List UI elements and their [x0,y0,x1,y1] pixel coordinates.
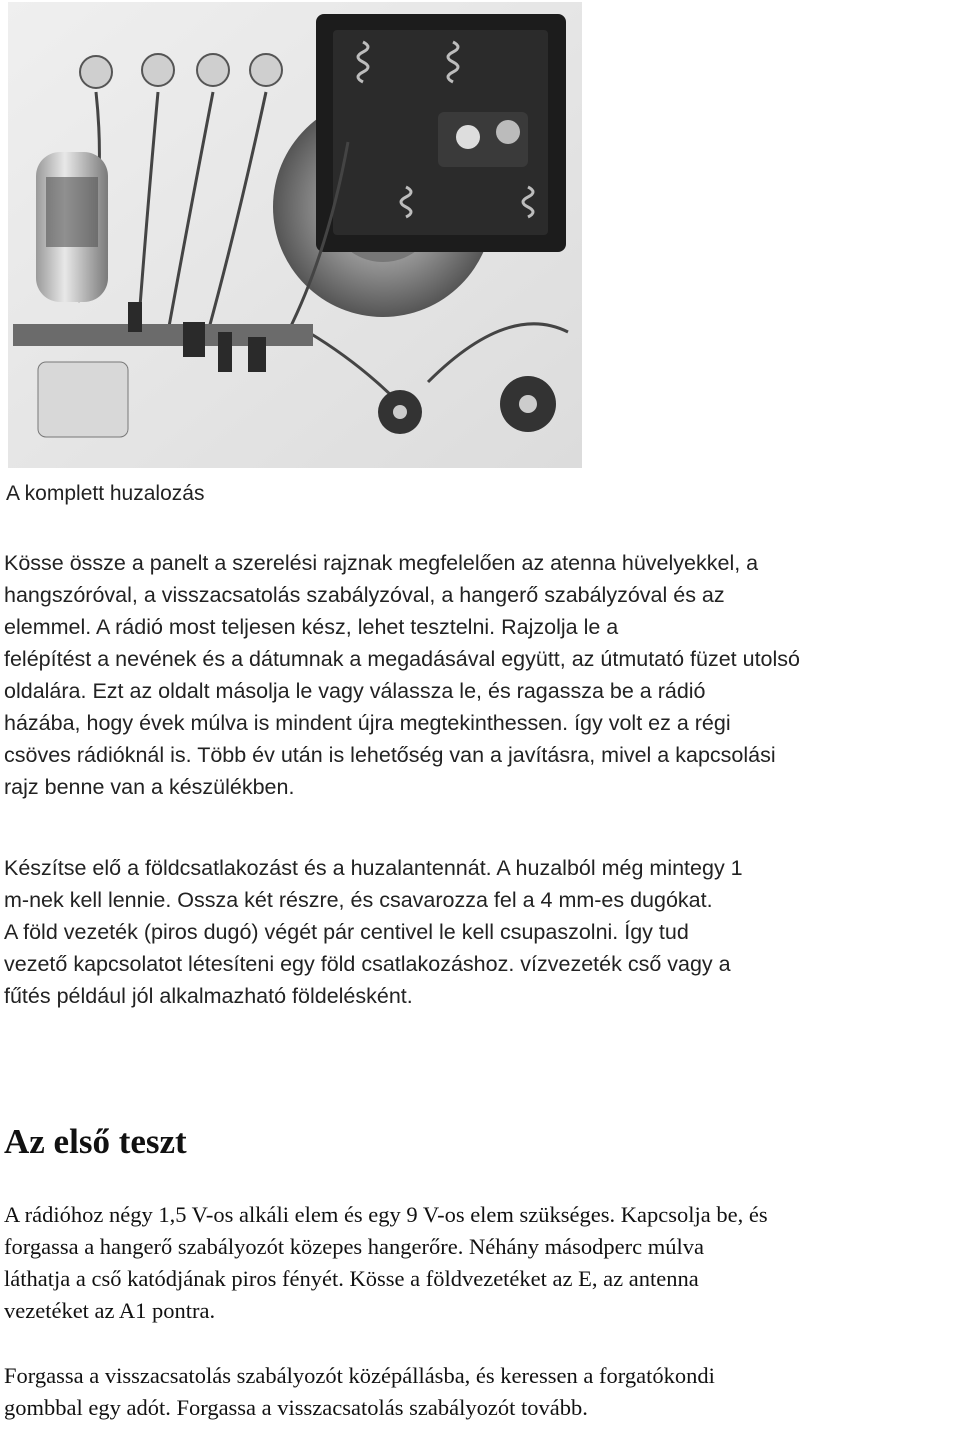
paragraph-first-test: A rádióhoz négy 1,5 V-os alkáli elem és egy 9 V-os elem szükséges. Kapcsolja be, és forgassa a hangerő szabályozót közepes hangerőre. Néhány másodperc múlva láthatja a cső katódjának piros fényét. Kösse a földvezetéket az E, az antenna vezetéket az A1 pontra. [4,1202,768,1323]
paragraph-tuning: Forgassa a visszacsatolás szabályozót középállásba, és keressen a forgatókondi gombbal egy adót. Forgassa a visszacsatolás szabályozót tovább. [4,1363,715,1420]
paragraph-wiring: Kösse össze a panelt a szerelési rajznak megfelelően az atenna hüvelyekkel, a hangszóróval, a visszacsatolás szabályzóval, a hangerő szabályzóval és az elemmel. A rádió most teljesen kész, lehet tesztelni. Rajzolja le a felépítést a nevének és a dátumnak a megadásával együtt, az útmutató füzet utolsó oldalára. Ezt az oldalt másolja le vagy válassza le, és ragassza be a rádió házába, hogy évek múlva is mindent újra megtekinthessen. így volt ez a régi csöves rádióknál is. Több év után is lehetőség van a javításra, mivel a kapcsolási rajz benne van a készülékben. [4,551,800,799]
paragraph-ground-antenna: Készítse elő a földcsatlakozást és a huzalantennát. A huzalból még mintegy 1 m-nek kell lennie. Ossza két részre, és csavarozza fel a 4 mm-es dugókat. A föld vezeték (piros dugó) végét pár centivel le kell csupaszolni. Így tud vezető kapcsolatot létesíteni egy föld csatlakozáshoz. vízvezeték cső vagy a fűtés például jól alkalmazható földelésként. [4,856,743,1008]
section-heading: Az első teszt [4,1122,187,1161]
figure-caption: A komplett huzalozás [6,482,205,505]
circuit-board-shape [13,324,313,346]
radio-wiring-photo [8,2,582,468]
